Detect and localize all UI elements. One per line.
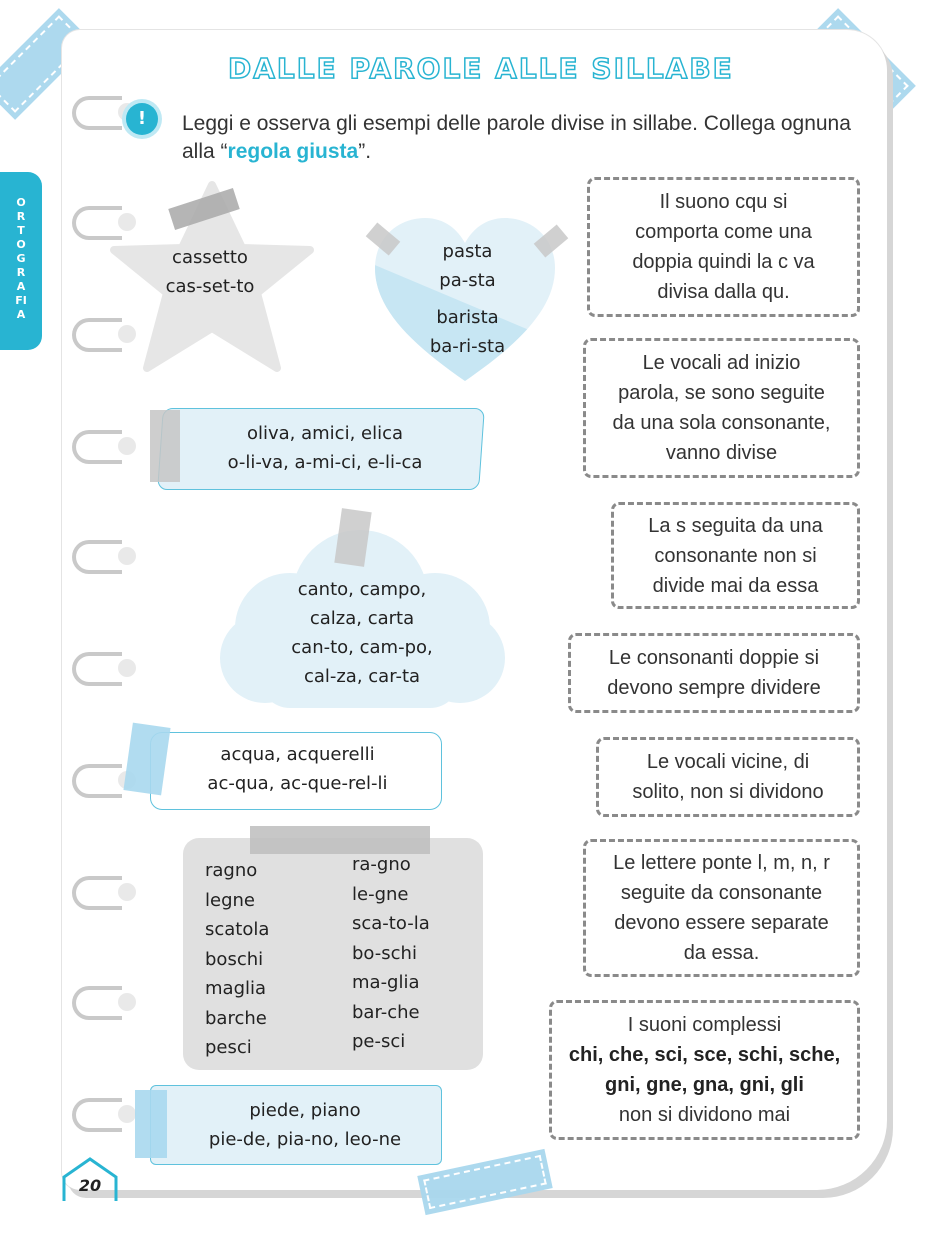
example-word: pasta <box>442 241 493 262</box>
rule-box-bridge-letters[interactable] <box>583 839 860 977</box>
tape-label-vowels <box>150 410 180 482</box>
list-item: boschi <box>205 948 264 970</box>
spiral-ring <box>72 96 122 130</box>
rule-box-vowels-start[interactable] <box>583 338 860 478</box>
page-title: DALLE PAROLE ALLE SILLABE <box>228 52 734 85</box>
rule-line: gni, gne, gna, gni, gli <box>605 1074 804 1096</box>
example-word: piede, piano <box>249 1100 361 1121</box>
syllables-column <box>352 850 430 1057</box>
list-item: le-gne <box>352 883 409 905</box>
words-column <box>205 856 269 1063</box>
rule-line: Le vocali vicine, di <box>646 751 810 773</box>
rule-box-double-consonants[interactable] <box>568 633 860 713</box>
rule-line: chi, che, sci, sce, schi, sche, <box>568 1044 841 1066</box>
rule-line: consonante non si <box>654 544 817 567</box>
rule-line: da essa. <box>683 942 760 964</box>
rule-line: solito, non si dividono <box>632 781 824 803</box>
rule-line: parola, se sono seguite <box>618 382 825 404</box>
example-syllables: pie-de, pia-no, leo-ne <box>208 1129 402 1150</box>
rule-line: Le vocali ad inizio <box>642 352 801 374</box>
instruction-highlight: regola giusta <box>227 140 359 163</box>
page-number: 20 <box>78 1176 102 1195</box>
example-syllables: pa-sta <box>439 270 496 291</box>
example-syllables: cas-set-to <box>165 276 255 297</box>
side-tab-label: ORTOGRAFIA <box>15 196 27 321</box>
list-item: bar-che <box>352 1001 420 1023</box>
example-word: cassetto <box>172 247 248 268</box>
rule-box-cqu[interactable] <box>587 177 860 317</box>
side-tab-ortografia <box>0 172 42 350</box>
example-syllables: ba-ri-sta <box>429 336 506 357</box>
rule-line: doppia quindi la c va <box>632 251 815 273</box>
rule-line: vanno divise <box>665 442 778 464</box>
example-syllables: ac-qua, ac-que-rel-li <box>207 773 388 794</box>
list-item: bo-schi <box>352 942 417 964</box>
rule-line: Le consonanti doppie si <box>608 647 820 669</box>
example-cloud <box>262 575 462 691</box>
rule-line: devono sempre dividere <box>607 677 821 699</box>
example-heart <box>395 237 540 361</box>
list-item: barche <box>205 1007 267 1029</box>
example-vowels <box>190 419 460 477</box>
tape-label-piede <box>135 1090 167 1158</box>
info-sun-icon: ! <box>126 103 158 135</box>
rule-box-s[interactable] <box>611 502 860 609</box>
spiral-ring <box>72 430 122 464</box>
rule-box-complex-sounds[interactable] <box>549 1000 860 1140</box>
rule-line: seguite da consonante <box>620 882 823 904</box>
example-syllables: can-to, cam-po, <box>291 637 433 658</box>
rule-line: I suoni complessi <box>627 1014 782 1036</box>
instruction-after: ”. <box>358 140 372 163</box>
list-item: pesci <box>205 1037 252 1058</box>
rule-line: da una sola consonante, <box>612 412 831 434</box>
spiral-ring <box>72 540 122 574</box>
rule-line: divide mai da essa <box>652 574 819 597</box>
rule-line: divisa dalla qu. <box>657 281 790 303</box>
list-item: ma-glia <box>352 972 420 993</box>
rule-box-near-vowels[interactable] <box>596 737 860 817</box>
list-item: sca-to-la <box>352 913 430 934</box>
example-syllables: cal-za, car-ta <box>303 666 421 687</box>
instruction-before: Leggi e osserva gli esempi delle parole divise in sillabe. Collega ognuna alla “ <box>182 112 851 163</box>
example-word: barista <box>436 307 499 328</box>
list-item: pe-sci <box>352 1031 406 1052</box>
example-acqua <box>165 740 430 798</box>
list-item: ragno <box>205 860 258 881</box>
example-word: oliva, amici, elica <box>246 423 404 444</box>
spiral-ring <box>72 764 122 798</box>
list-item: legne <box>205 889 255 911</box>
list-item: ra-gno <box>352 854 411 875</box>
instruction-text <box>182 110 862 166</box>
spiral-ring <box>72 1098 122 1132</box>
rule-line: Le lettere ponte l, m, n, r <box>613 852 830 874</box>
rule-line: non si dividono mai <box>618 1104 791 1126</box>
rule-line: Il suono cqu si <box>659 191 788 213</box>
rule-line: devono essere separate <box>614 912 829 934</box>
rule-line: La s seguita da una <box>648 514 823 537</box>
spiral-ring <box>72 986 122 1020</box>
spiral-ring <box>72 652 122 686</box>
example-word: canto, campo, <box>297 579 427 600</box>
example-syllables: o-li-va, a-mi-ci, e-li-ca <box>227 452 423 473</box>
list-item: scatola <box>205 919 270 940</box>
rule-line: comporta come una <box>635 221 812 243</box>
example-word: acqua, acquerelli <box>220 744 375 765</box>
list-item: maglia <box>205 978 267 999</box>
example-word: calza, carta <box>309 608 415 629</box>
example-piede <box>175 1096 435 1154</box>
spiral-ring <box>72 876 122 910</box>
example-star <box>130 243 290 301</box>
